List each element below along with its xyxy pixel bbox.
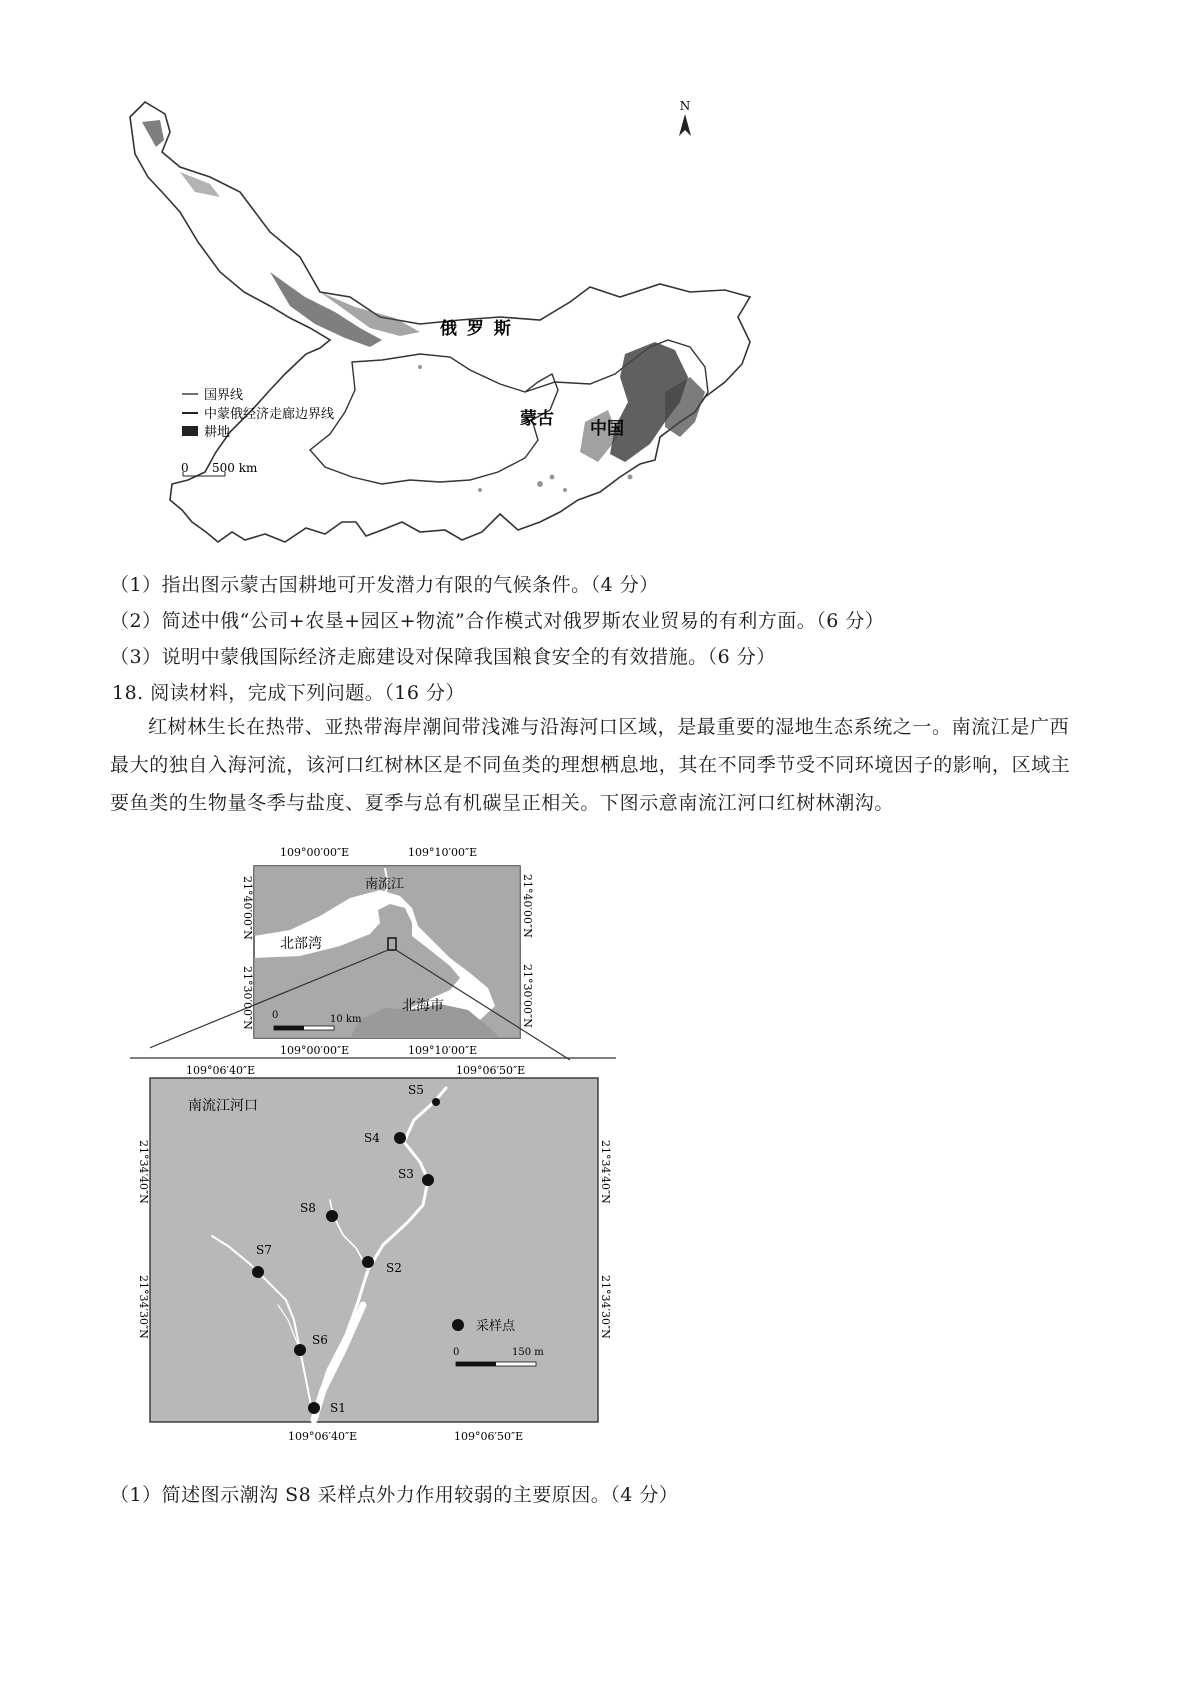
point-s2	[362, 1256, 374, 1268]
label-s3: S3	[398, 1167, 414, 1181]
label-s2: S2	[386, 1261, 402, 1275]
label-river: 南流江	[365, 877, 405, 892]
map3-title: 南流江河口	[188, 1098, 258, 1114]
lon3-top-a: 109°06′40″E	[186, 1064, 256, 1077]
lon-bot-b: 109°10′00″E	[408, 1044, 478, 1057]
lon3-bot-a: 109°06′40″E	[288, 1430, 358, 1443]
label-s6: S6	[312, 1333, 328, 1347]
label-s5: S5	[408, 1083, 424, 1097]
q18-1: （1）简述图示潮沟 S8 采样点外力作用较弱的主要原因。（4 分）	[110, 1484, 679, 1506]
scale2-zero: 0	[272, 1010, 279, 1021]
point-s4	[394, 1132, 406, 1144]
lat3-right-b: 21°34′30″N	[599, 1275, 612, 1339]
point-s1	[308, 1402, 320, 1414]
lon3-top-b: 109°06′50″E	[456, 1064, 526, 1077]
lat3-left-a: 21°34′40″N	[137, 1140, 150, 1204]
scale3-label: 150 m	[512, 1347, 544, 1358]
point-s8	[326, 1210, 338, 1222]
q18-paragraph: 红树林生长在热带、亚热带海岸潮间带浅滩与沿海河口区域，是最重要的湿地生态系统之一。南流江是广西最大的独自入海河流，该河口红树林区是不同鱼类的理想栖息地，其在不同季节受不同环境因子的影响，区域主要鱼类的生物量冬季与盐度、夏季与总有机碳呈正相关。下图示意南流江河口红树林潮沟。	[110, 716, 1071, 814]
label-mongolia: 蒙古	[520, 409, 554, 429]
north-arrow-icon	[679, 99, 691, 136]
label-s1: S1	[330, 1401, 346, 1415]
point-s3	[422, 1174, 434, 1186]
lat-right-b: 21°30′00″N	[521, 964, 534, 1028]
point-s6	[294, 1344, 306, 1356]
legend-point-icon	[452, 1319, 464, 1331]
north-label: N	[679, 99, 691, 113]
lon-bot-a: 109°00′00″E	[280, 1044, 350, 1057]
q18-title: 18. 阅读材料，完成下列问题。（16 分）	[112, 682, 465, 704]
label-bay: 北部湾	[280, 936, 322, 952]
lon-top-a: 109°00′00″E	[280, 846, 350, 859]
label-city: 北海市	[402, 998, 444, 1014]
label-s8: S8	[300, 1201, 316, 1215]
legend-farmland: 耕地	[204, 425, 231, 440]
lat-left-a: 21°40′00″N	[241, 876, 254, 940]
label-russia: 俄 罗 斯	[440, 319, 513, 339]
legend-corridor: 中蒙俄经济走廊边界线	[204, 407, 335, 422]
lat3-right-a: 21°34′40″N	[599, 1140, 612, 1204]
lon-top-b: 109°10′00″E	[408, 846, 478, 859]
scale1-zero: 0	[181, 461, 189, 475]
legend-point-label: 采样点	[476, 1319, 516, 1334]
lat3-left-b: 21°34′30″N	[137, 1275, 150, 1339]
label-s7: S7	[256, 1243, 272, 1257]
q17-2: （2）简述中俄“公司+农垦+园区+物流”合作模式对俄罗斯农业贸易的有利方面。（6 分）	[110, 610, 885, 632]
lat-left-b: 21°30′00″N	[241, 966, 254, 1030]
legend-border: 国界线	[204, 388, 244, 403]
point-s7	[252, 1266, 264, 1278]
tidal-creek-map	[118, 1050, 638, 1470]
label-china: 中国	[590, 419, 624, 439]
q17-1: （1）指出图示蒙古国耕地可开发潜力有限的气候条件。（4 分）	[110, 574, 659, 596]
label-s4: S4	[364, 1131, 380, 1145]
corridor-map	[120, 92, 820, 552]
scale3-zero: 0	[453, 1347, 460, 1358]
q17-3: （3）说明中蒙俄国际经济走廊建设对保障我国粮食安全的有效措施。（6 分）	[110, 646, 776, 668]
scale1-label: 500 km	[212, 461, 258, 475]
point-s5	[432, 1098, 440, 1106]
scale2-label: 10 km	[330, 1014, 362, 1025]
lat-right-a: 21°40′00″N	[521, 874, 534, 938]
lon3-bot-b: 109°06′50″E	[454, 1430, 524, 1443]
